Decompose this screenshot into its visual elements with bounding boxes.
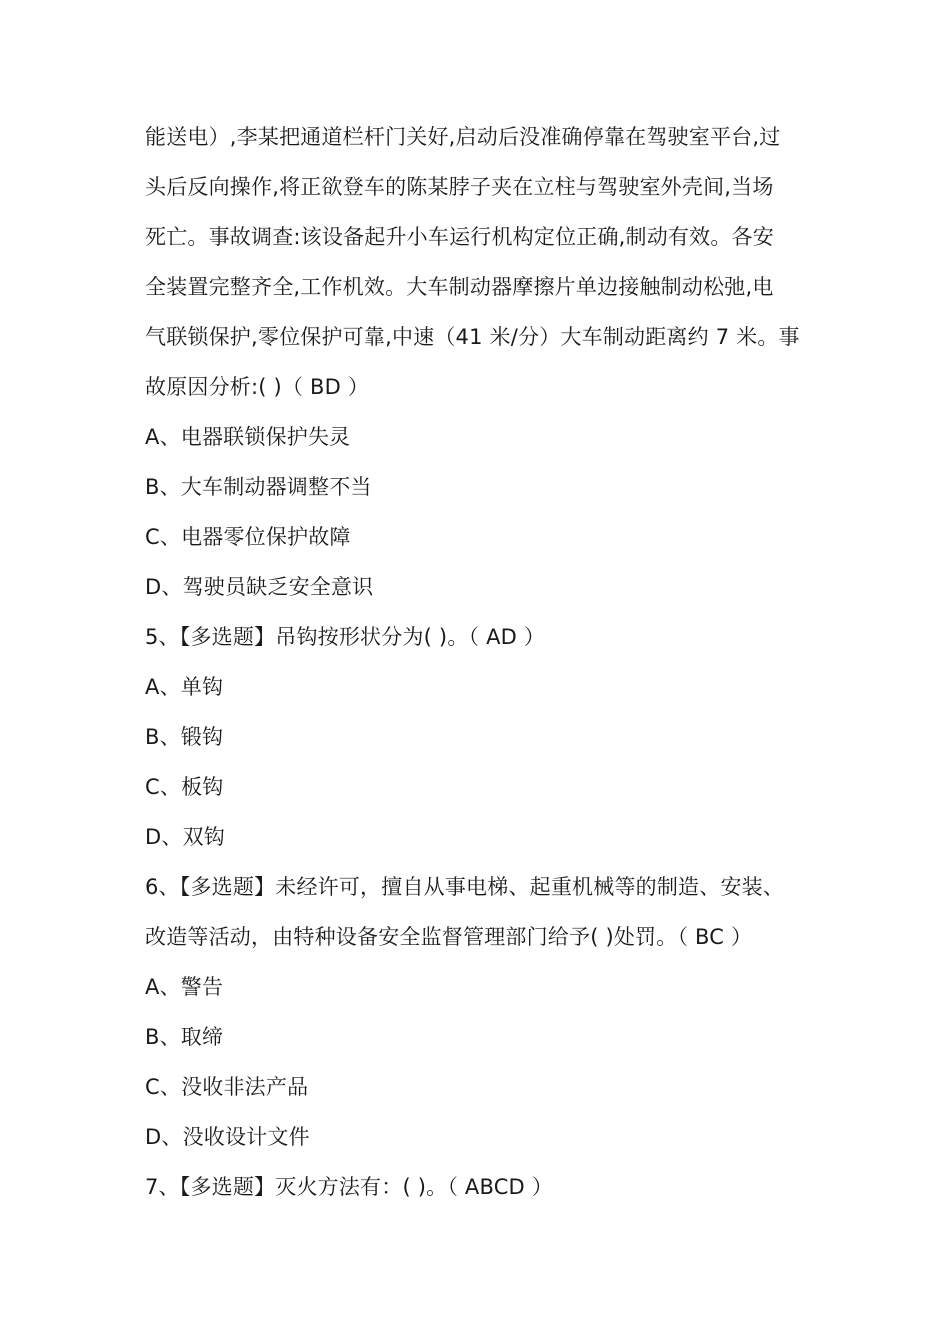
option-a: A、警告: [145, 975, 224, 999]
question-6: [145, 862, 815, 1162]
question-stem-line: 5、【多选题】吊钩按形状分为( )。（ AD ）: [145, 625, 546, 649]
question-5: [145, 612, 815, 862]
option-c: C、板钩: [145, 775, 224, 799]
option-a: A、电器联锁保护失灵: [145, 425, 351, 449]
question-stem-line: 头后反向操作,将正欲登车的陈某脖子夹在立柱与驾驶室外壳间,当场: [145, 175, 774, 199]
option-c: C、没收非法产品: [145, 1075, 309, 1099]
option-d: D、双钩: [145, 825, 225, 849]
question-4: [145, 112, 815, 612]
document-page: [145, 112, 815, 1212]
option-b: B、取缔: [145, 1025, 224, 1049]
question-7: [145, 1162, 815, 1212]
option-a: A、单钩: [145, 675, 224, 699]
question-stem-line: 能送电）,李某把通道栏杆门关好,启动后没准确停靠在驾驶室平台,过: [145, 125, 781, 149]
question-stem-line: 故原因分析:( )（ BD ）: [145, 375, 370, 399]
question-stem-line: 改造等活动，由特种设备安全监督管理部门给予( )处罚。（ BC ）: [145, 925, 753, 949]
option-c: C、电器零位保护故障: [145, 525, 351, 549]
question-stem-line: 死亡。事故调查:该设备起升小车运行机构定位正确,制动有效。各安: [145, 225, 774, 249]
question-stem-line: 全装置完整齐全,工作机效。大车制动器摩擦片单边接触制动松弛,电: [145, 275, 774, 299]
option-b: B、大车制动器调整不当: [145, 475, 372, 499]
question-stem-line: 气联锁保护,零位保护可靠,中速（41 米/分）大车制动距离约 7 米。事: [145, 325, 800, 349]
option-d: D、驾驶员缺乏安全意识: [145, 575, 374, 599]
option-b: B、锻钩: [145, 725, 224, 749]
question-stem-line: 6、【多选题】未经许可，擅自从事电梯、起重机械等的制造、安装、: [145, 875, 785, 899]
question-stem-line: 7、【多选题】灭火方法有：( )。（ ABCD ）: [145, 1175, 554, 1199]
option-d: D、没收设计文件: [145, 1125, 310, 1149]
